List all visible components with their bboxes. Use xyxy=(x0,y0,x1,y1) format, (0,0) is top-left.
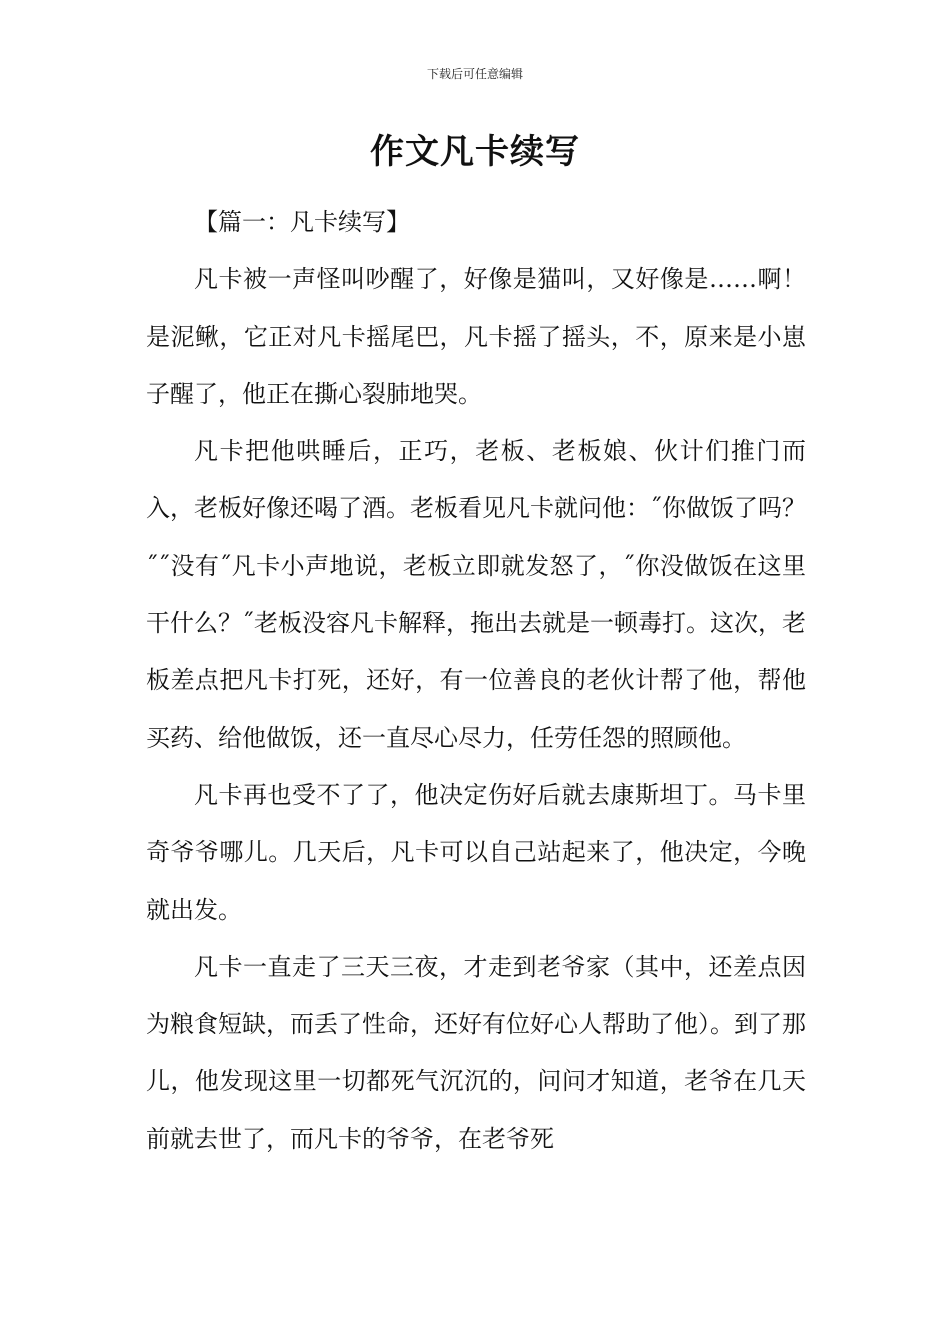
section-heading: 【篇一：凡卡续写】 xyxy=(194,208,410,236)
paragraph-4: 凡卡一直走了三天三夜，才走到老爷家（其中，还差点因为粮食短缺，而丢了性命，还好有位好心人帮助了他）。到了那儿，他发现这里一切都死气沉沉的，问问才知道，老爷在几天前就去世了，而凡卡的爷爷，在老爷死 xyxy=(146,952,806,1153)
paragraph-1: 凡卡被一声怪叫吵醒了，好像是猫叫，又好像是……啊！是泥鳅，它正对凡卡摇尾巴，凡卡摇了摇头，不，原来是小崽子醒了，他正在撕心裂肺地哭。 xyxy=(146,265,806,408)
paragraph-3: 凡卡再也受不了了，他决定伤好后就去康斯坦丁。马卡里奇爷爷哪儿。几天后，凡卡可以自己站起来了，他决定，今晚就出发。 xyxy=(146,780,806,924)
document-title: 作文凡卡续写 xyxy=(370,132,580,172)
paragraph-2: 凡卡把他哄睡后，正巧，老板、老板娘、伙计们推门而入，老板好像还喝了酒。老板看见凡卡就问他：˝你做饭了吗？˝˝没有˝凡卡小声地说，老板立即就发怒了，˝你没做饭在这里干什么？˝老板没容凡卡解释，拖出去就是一顿毒打。这次，老板差点把凡卡打死，还好，有一位善良的老伙计帮了他，帮他买药、给他做饭，还一直尽心尽力，任劳任怨的照顾他。 xyxy=(146,437,806,752)
header-note: 下载后可任意编辑 xyxy=(426,67,523,81)
document-body xyxy=(146,194,806,1168)
